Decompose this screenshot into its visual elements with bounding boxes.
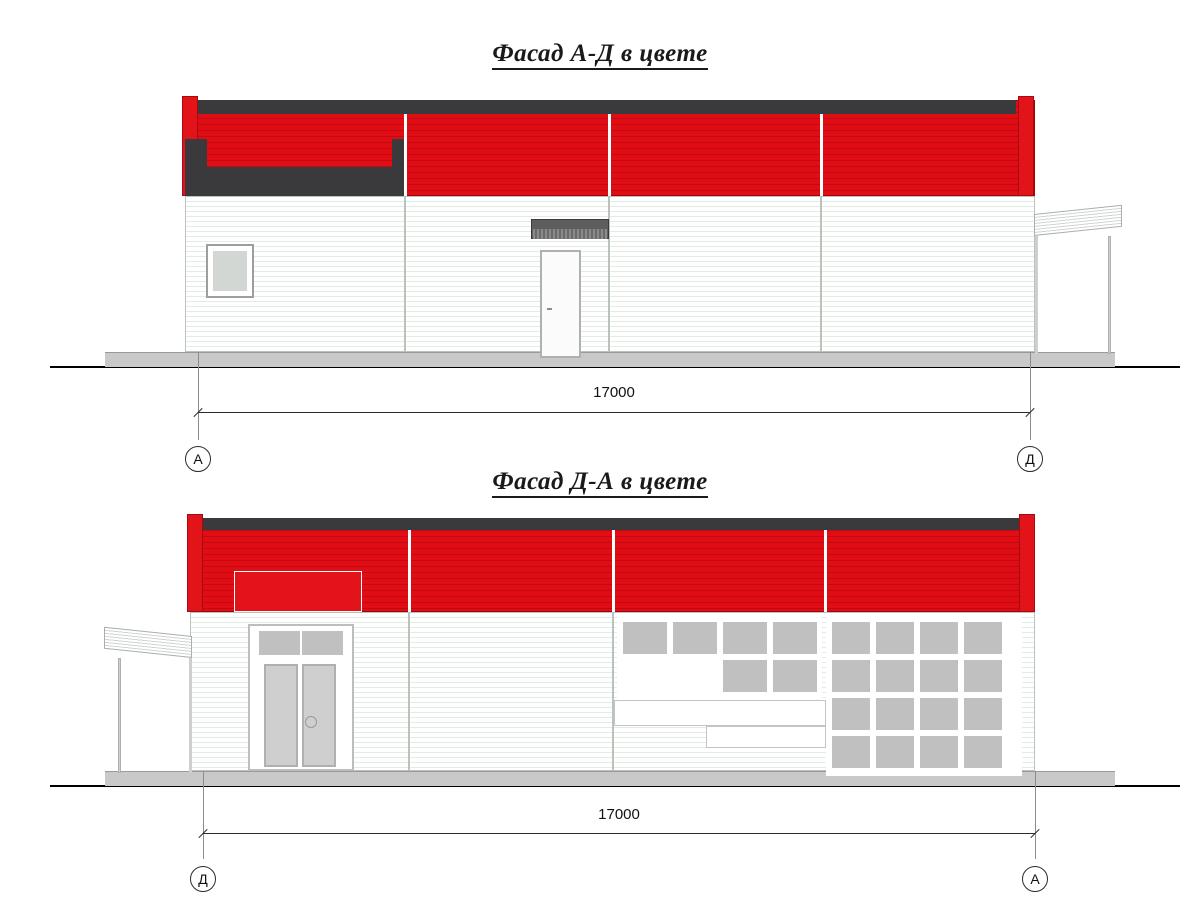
axis-bubble-right-1: Д	[1017, 446, 1043, 472]
dim-ext-right-2	[1035, 771, 1036, 859]
glass-pane	[919, 659, 959, 693]
accent-band-dark-1	[185, 167, 404, 196]
corner-column-right-2	[1019, 514, 1035, 612]
glass-pane	[772, 621, 818, 655]
side-canopy-post-1	[1108, 236, 1111, 354]
glass-pane	[672, 621, 718, 655]
glass-pane	[919, 735, 959, 769]
glass-pane	[772, 659, 818, 693]
plinth-1	[105, 352, 1115, 367]
panel-joint-2a	[408, 530, 411, 612]
recess-band-lower-2	[706, 726, 826, 748]
door-canopy-underside-1	[533, 229, 607, 239]
entrance-door-right-2[interactable]	[302, 664, 336, 767]
glass-pane	[875, 659, 915, 693]
glass-pane	[722, 621, 768, 655]
side-canopy-wall-1	[1035, 236, 1038, 354]
siding-joint-1a	[404, 196, 406, 352]
siding-joint-1c	[820, 196, 822, 352]
dim-value-1: 17000	[593, 384, 635, 401]
glass-pane	[963, 697, 1003, 731]
side-canopy-post-2	[118, 658, 121, 773]
door-pull-handle-2	[305, 716, 317, 728]
panel-joint-2b	[612, 530, 615, 612]
glass-pane	[919, 697, 959, 731]
siding-joint-2b	[612, 612, 614, 771]
accent-band-dark-left-stub-1	[185, 139, 207, 168]
recess-band-2	[614, 700, 826, 726]
glass-pane	[963, 659, 1003, 693]
dim-value-2: 17000	[598, 806, 640, 823]
panel-joint-1a	[404, 114, 407, 196]
glass-pane	[831, 697, 871, 731]
elevation-2-title	[0, 468, 1200, 496]
glass-pane	[875, 621, 915, 655]
vestibule-transom-mullion-2	[300, 630, 302, 656]
dim-ext-right-1	[1030, 352, 1031, 440]
dim-ext-left-1	[198, 352, 199, 440]
dim-ext-left-2	[203, 771, 204, 859]
glass-pane	[831, 659, 871, 693]
entrance-door-1[interactable]	[540, 250, 581, 358]
panel-joint-1c	[820, 114, 823, 196]
dim-line-2	[203, 833, 1035, 834]
glass-pane	[831, 621, 871, 655]
signboard-2	[234, 571, 362, 612]
wall-siding-1	[185, 196, 1035, 352]
glass-pane	[831, 735, 871, 769]
corner-column-right-1	[1018, 96, 1034, 196]
panel-joint-2c	[824, 530, 827, 612]
side-canopy-2	[104, 627, 192, 658]
glass-pane	[919, 621, 959, 655]
panel-joint-1b	[608, 114, 611, 196]
axis-bubble-left-2: Д	[190, 866, 216, 892]
side-canopy-1	[1034, 205, 1122, 236]
elevation-1-title	[0, 40, 1200, 68]
glass-pane	[963, 735, 1003, 769]
glass-pane	[875, 697, 915, 731]
entrance-door-left-2[interactable]	[264, 664, 298, 767]
roof-edge-band-2	[201, 518, 1019, 530]
window-glass-1	[212, 250, 248, 292]
side-canopy-wall-2	[189, 658, 192, 773]
axis-bubble-right-2: А	[1022, 866, 1048, 892]
glass-pane	[875, 735, 915, 769]
glass-pane	[722, 659, 768, 693]
elevation-1-title-text: Фасад А-Д в цвете	[492, 40, 707, 70]
dim-line-1	[198, 412, 1030, 413]
siding-joint-2a	[408, 612, 410, 771]
axis-bubble-left-1: А	[185, 446, 211, 472]
door-handle-1	[547, 308, 552, 310]
roof-edge-band-1	[196, 100, 1016, 114]
glass-pane	[963, 621, 1003, 655]
glass-pane	[622, 621, 668, 655]
elevation-2-title-text: Фасад Д-А в цвете	[492, 468, 707, 498]
corner-column-left-2	[187, 514, 203, 612]
